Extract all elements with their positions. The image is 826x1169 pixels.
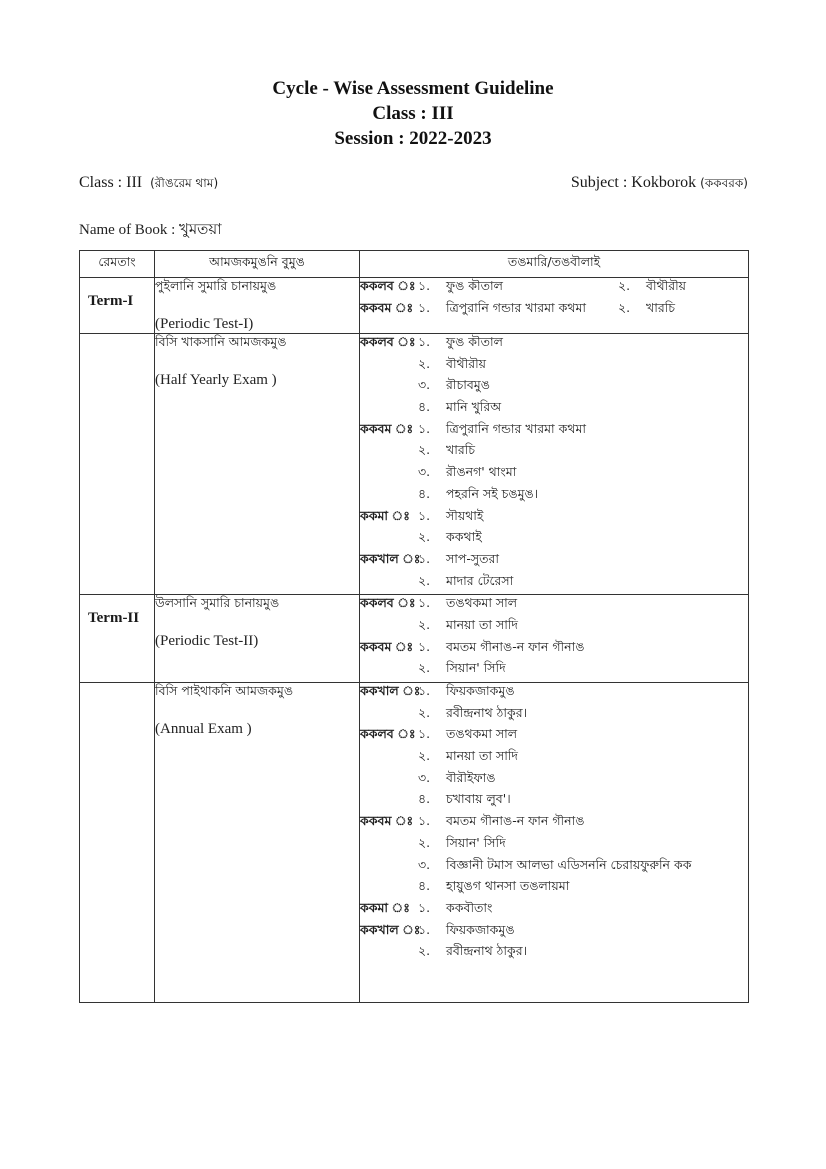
syllabus-item: বিজ্ঞানী টমাস আলভা এডিসননি চেরায়ফুরুনি কক	[446, 856, 692, 872]
syllabus-item: তঙথকমা সাল	[446, 595, 518, 611]
syllabus-line	[360, 529, 748, 551]
document-title	[0, 76, 826, 151]
item-number: ১.	[418, 638, 431, 654]
syllabus-line	[360, 464, 748, 486]
group-label: ককবম ঃ	[360, 299, 414, 315]
item-number: ১.	[418, 299, 431, 315]
syllabus-line	[360, 573, 748, 595]
item-number: ২.	[418, 834, 431, 850]
item-number: ১.	[418, 334, 431, 349]
item-number: ৪.	[418, 791, 431, 807]
syllabus-item: হায়ুঙগ থানসা তঙলায়মা	[446, 878, 570, 894]
syllabus-cell	[360, 334, 749, 595]
title-line-class: Class : III	[372, 103, 454, 124]
syllabus-item: বৗরৗইফাঙ	[446, 769, 496, 785]
syllabus-item: রৗচাবমুঙ	[446, 377, 490, 393]
assessment-table	[79, 250, 749, 1003]
item-number: ৪.	[418, 399, 431, 415]
syllabus-item: সিয়ান' সিদি	[446, 834, 506, 850]
syllabus-line	[360, 617, 748, 639]
title-line-1: Cycle - Wise Assessment Guideline	[272, 78, 554, 99]
term-cell	[80, 334, 155, 595]
item-number: ২.	[618, 299, 631, 315]
group-label: ককলব ঃ	[360, 726, 416, 742]
exam-name-english: (Periodic Test-II)	[155, 633, 259, 650]
syllabus-line	[360, 857, 748, 879]
syllabus-line	[360, 791, 748, 813]
item-number: ১.	[418, 550, 431, 566]
syllabus-item: বমতম গৗনাঙ-ন ফান গৗনাঙ	[446, 638, 585, 654]
group-label: ককলব ঃ	[360, 334, 416, 349]
syllabus-item: পহরনি সই চঙমুঙ।	[446, 485, 539, 501]
item-number: ১.	[418, 683, 431, 698]
group-label: ককখাল ঃ	[360, 550, 421, 566]
item-number: ২.	[418, 660, 431, 676]
group-label: ককবম ঃ	[360, 638, 414, 654]
table-row	[80, 683, 749, 1003]
syllabus-item: ফিয়কজাকমুঙ	[446, 921, 515, 937]
syllabus-item: মাদার টেরেসা	[446, 572, 514, 588]
term-cell	[80, 595, 155, 683]
item-number: ২.	[418, 442, 431, 458]
syllabus-line	[360, 813, 748, 835]
syllabus-item: ত্রিপুরানি গন্ডার খারমা কথমা	[446, 420, 587, 436]
syllabus-item: মানয়া তা সাদি	[446, 616, 518, 632]
exam-name-local: পুইলানি সুমারি চানায়মুঙ	[155, 278, 277, 293]
header-exam: আমজকমুঙনি বুমুঙ	[155, 251, 360, 278]
syllabus-line	[360, 399, 748, 421]
syllabus-line	[360, 770, 748, 792]
syllabus-group	[360, 300, 748, 322]
syllabus-cell	[360, 278, 749, 334]
group-label: ককবম ঃ	[360, 420, 414, 436]
item-number: ৩.	[418, 769, 431, 785]
syllabus-item: চখাবায় লুব'।	[446, 791, 511, 807]
syllabus-line	[360, 639, 748, 661]
exam-name-english: (Periodic Test-I)	[155, 316, 254, 332]
group-label: ককখাল ঃ	[360, 921, 421, 937]
table-row	[80, 334, 749, 595]
meta-row	[79, 174, 748, 196]
item-number: ১.	[418, 595, 431, 611]
item-number: ২.	[418, 943, 431, 959]
item-number: ২.	[418, 616, 431, 632]
syllabus-line	[360, 356, 748, 378]
syllabus-line	[360, 835, 748, 857]
syllabus-line	[360, 748, 748, 770]
syllabus-line	[360, 595, 748, 617]
syllabus-line	[360, 943, 748, 965]
item-number: ৩.	[418, 377, 431, 393]
item-number: ২.	[418, 704, 431, 720]
group-label: ককমা ঃ	[360, 507, 410, 523]
exam-cell	[155, 683, 360, 1003]
syllabus-item: রবীন্দ্রনাথ ঠাকুর।	[446, 943, 528, 959]
syllabus-item: বৗথৗরৗয়	[446, 355, 487, 371]
syllabus-item: ফুঙ কৗতাল	[446, 334, 503, 349]
syllabus-line	[360, 726, 748, 748]
group-label: ককমা ঃ	[360, 899, 410, 915]
class-info	[79, 174, 218, 195]
table-body	[80, 278, 749, 1003]
class-local-label: (রৗঙরেম থাম)	[150, 176, 219, 190]
syllabus-cell	[360, 683, 749, 1003]
item-number: ২.	[418, 572, 431, 588]
term-cell	[80, 278, 155, 334]
exam-cell	[155, 595, 360, 683]
item-number: ২.	[418, 748, 431, 764]
syllabus-line	[360, 508, 748, 530]
syllabus-line	[360, 334, 748, 356]
syllabus-item: ত্রিপুরানি গন্ডার খারমা কথমা	[446, 299, 587, 315]
item-number: ১.	[418, 420, 431, 436]
syllabus-group	[360, 278, 748, 300]
subject-label: Subject : Kokborok	[570, 174, 697, 191]
item-number: ২.	[418, 355, 431, 371]
syllabus-item: বৗথৗরৗয়	[646, 278, 687, 293]
item-number: ১.	[418, 726, 431, 742]
table-row	[80, 595, 749, 683]
group-label: ককবম ঃ	[360, 813, 414, 829]
syllabus-line	[360, 900, 748, 922]
syllabus-line	[360, 878, 748, 900]
syllabus-item: সৗয়থাই	[446, 507, 484, 523]
group-label: ককলব ঃ	[360, 278, 416, 293]
exam-cell	[155, 278, 360, 334]
syllabus-line	[360, 922, 748, 944]
table-header-row	[80, 251, 749, 278]
syllabus-line	[360, 660, 748, 682]
item-number: ৩.	[418, 856, 431, 872]
exam-name-local: বিসি পাইথাকনি আমজকমুঙ	[155, 683, 293, 698]
table-row	[80, 278, 749, 334]
group-label: ককলব ঃ	[360, 595, 416, 611]
syllabus-line	[360, 421, 748, 443]
term-cell	[80, 683, 155, 1003]
item-number: ১.	[418, 507, 431, 523]
syllabus-item: সিয়ান' সিদি	[446, 660, 506, 676]
syllabus-item: ফুঙ কৗতাল	[446, 278, 503, 293]
exam-name-english: (Annual Exam )	[155, 721, 252, 737]
syllabus-cell	[360, 595, 749, 683]
syllabus-line	[360, 551, 748, 573]
header-syllabus: তঙমারি/তঙবৗলাই	[360, 251, 749, 278]
term-label: Term-II	[88, 610, 140, 627]
syllabus-item: খারচি	[446, 442, 476, 458]
header-term: রেমতাং	[80, 251, 155, 278]
syllabus-item: ককবৗতাং	[446, 899, 493, 915]
syllabus-item: তঙথকমা সাল	[446, 726, 518, 742]
syllabus-line	[360, 377, 748, 399]
group-label: ককখাল ঃ	[360, 683, 421, 698]
subject-info	[571, 174, 748, 195]
item-number: ১.	[418, 278, 431, 293]
term-label: Term-I	[88, 293, 134, 309]
syllabus-item: ককথাই	[446, 529, 482, 545]
item-number: ১.	[418, 899, 431, 915]
exam-cell	[155, 334, 360, 595]
item-number: ১.	[418, 813, 431, 829]
syllabus-item: মানি খুরিঅ	[446, 399, 502, 415]
syllabus-line	[360, 705, 748, 727]
subject-local-label: (ককবরক)	[700, 176, 748, 190]
item-number: ৩.	[418, 464, 431, 480]
syllabus-item: রবীন্দ্রনাথ ঠাকুর।	[446, 704, 528, 720]
class-label: Class : III	[79, 174, 143, 191]
syllabus-item: বমতম গৗনাঙ-ন ফান গৗনাঙ	[446, 813, 585, 829]
item-number: ৪.	[418, 878, 431, 894]
syllabus-line	[360, 486, 748, 508]
title-line-session: Session : 2022-2023	[334, 128, 492, 149]
item-number: ২.	[618, 278, 631, 293]
syllabus-item: রৗঙনগ' থাংমা	[446, 464, 517, 480]
exam-name-english: (Half Yearly Exam )	[155, 372, 277, 388]
syllabus-line	[360, 442, 748, 464]
book-name: Name of Book : খুমতয়া	[79, 222, 222, 238]
item-number: ৪.	[418, 485, 431, 501]
item-number: ২.	[418, 529, 431, 545]
syllabus-line	[360, 683, 748, 705]
syllabus-item: মানয়া তা সাদি	[446, 748, 518, 764]
item-number: ১.	[418, 921, 431, 937]
syllabus-item: সাপ-সুতরা	[446, 550, 500, 566]
syllabus-item: ফিয়কজাকমুঙ	[446, 683, 515, 698]
exam-name-local: উলসানি সুমারি চানায়মুঙ	[155, 595, 280, 611]
syllabus-item: খারচি	[646, 299, 676, 315]
exam-name-local: বিসি খাকসানি আমজকমুঙ	[155, 334, 287, 349]
